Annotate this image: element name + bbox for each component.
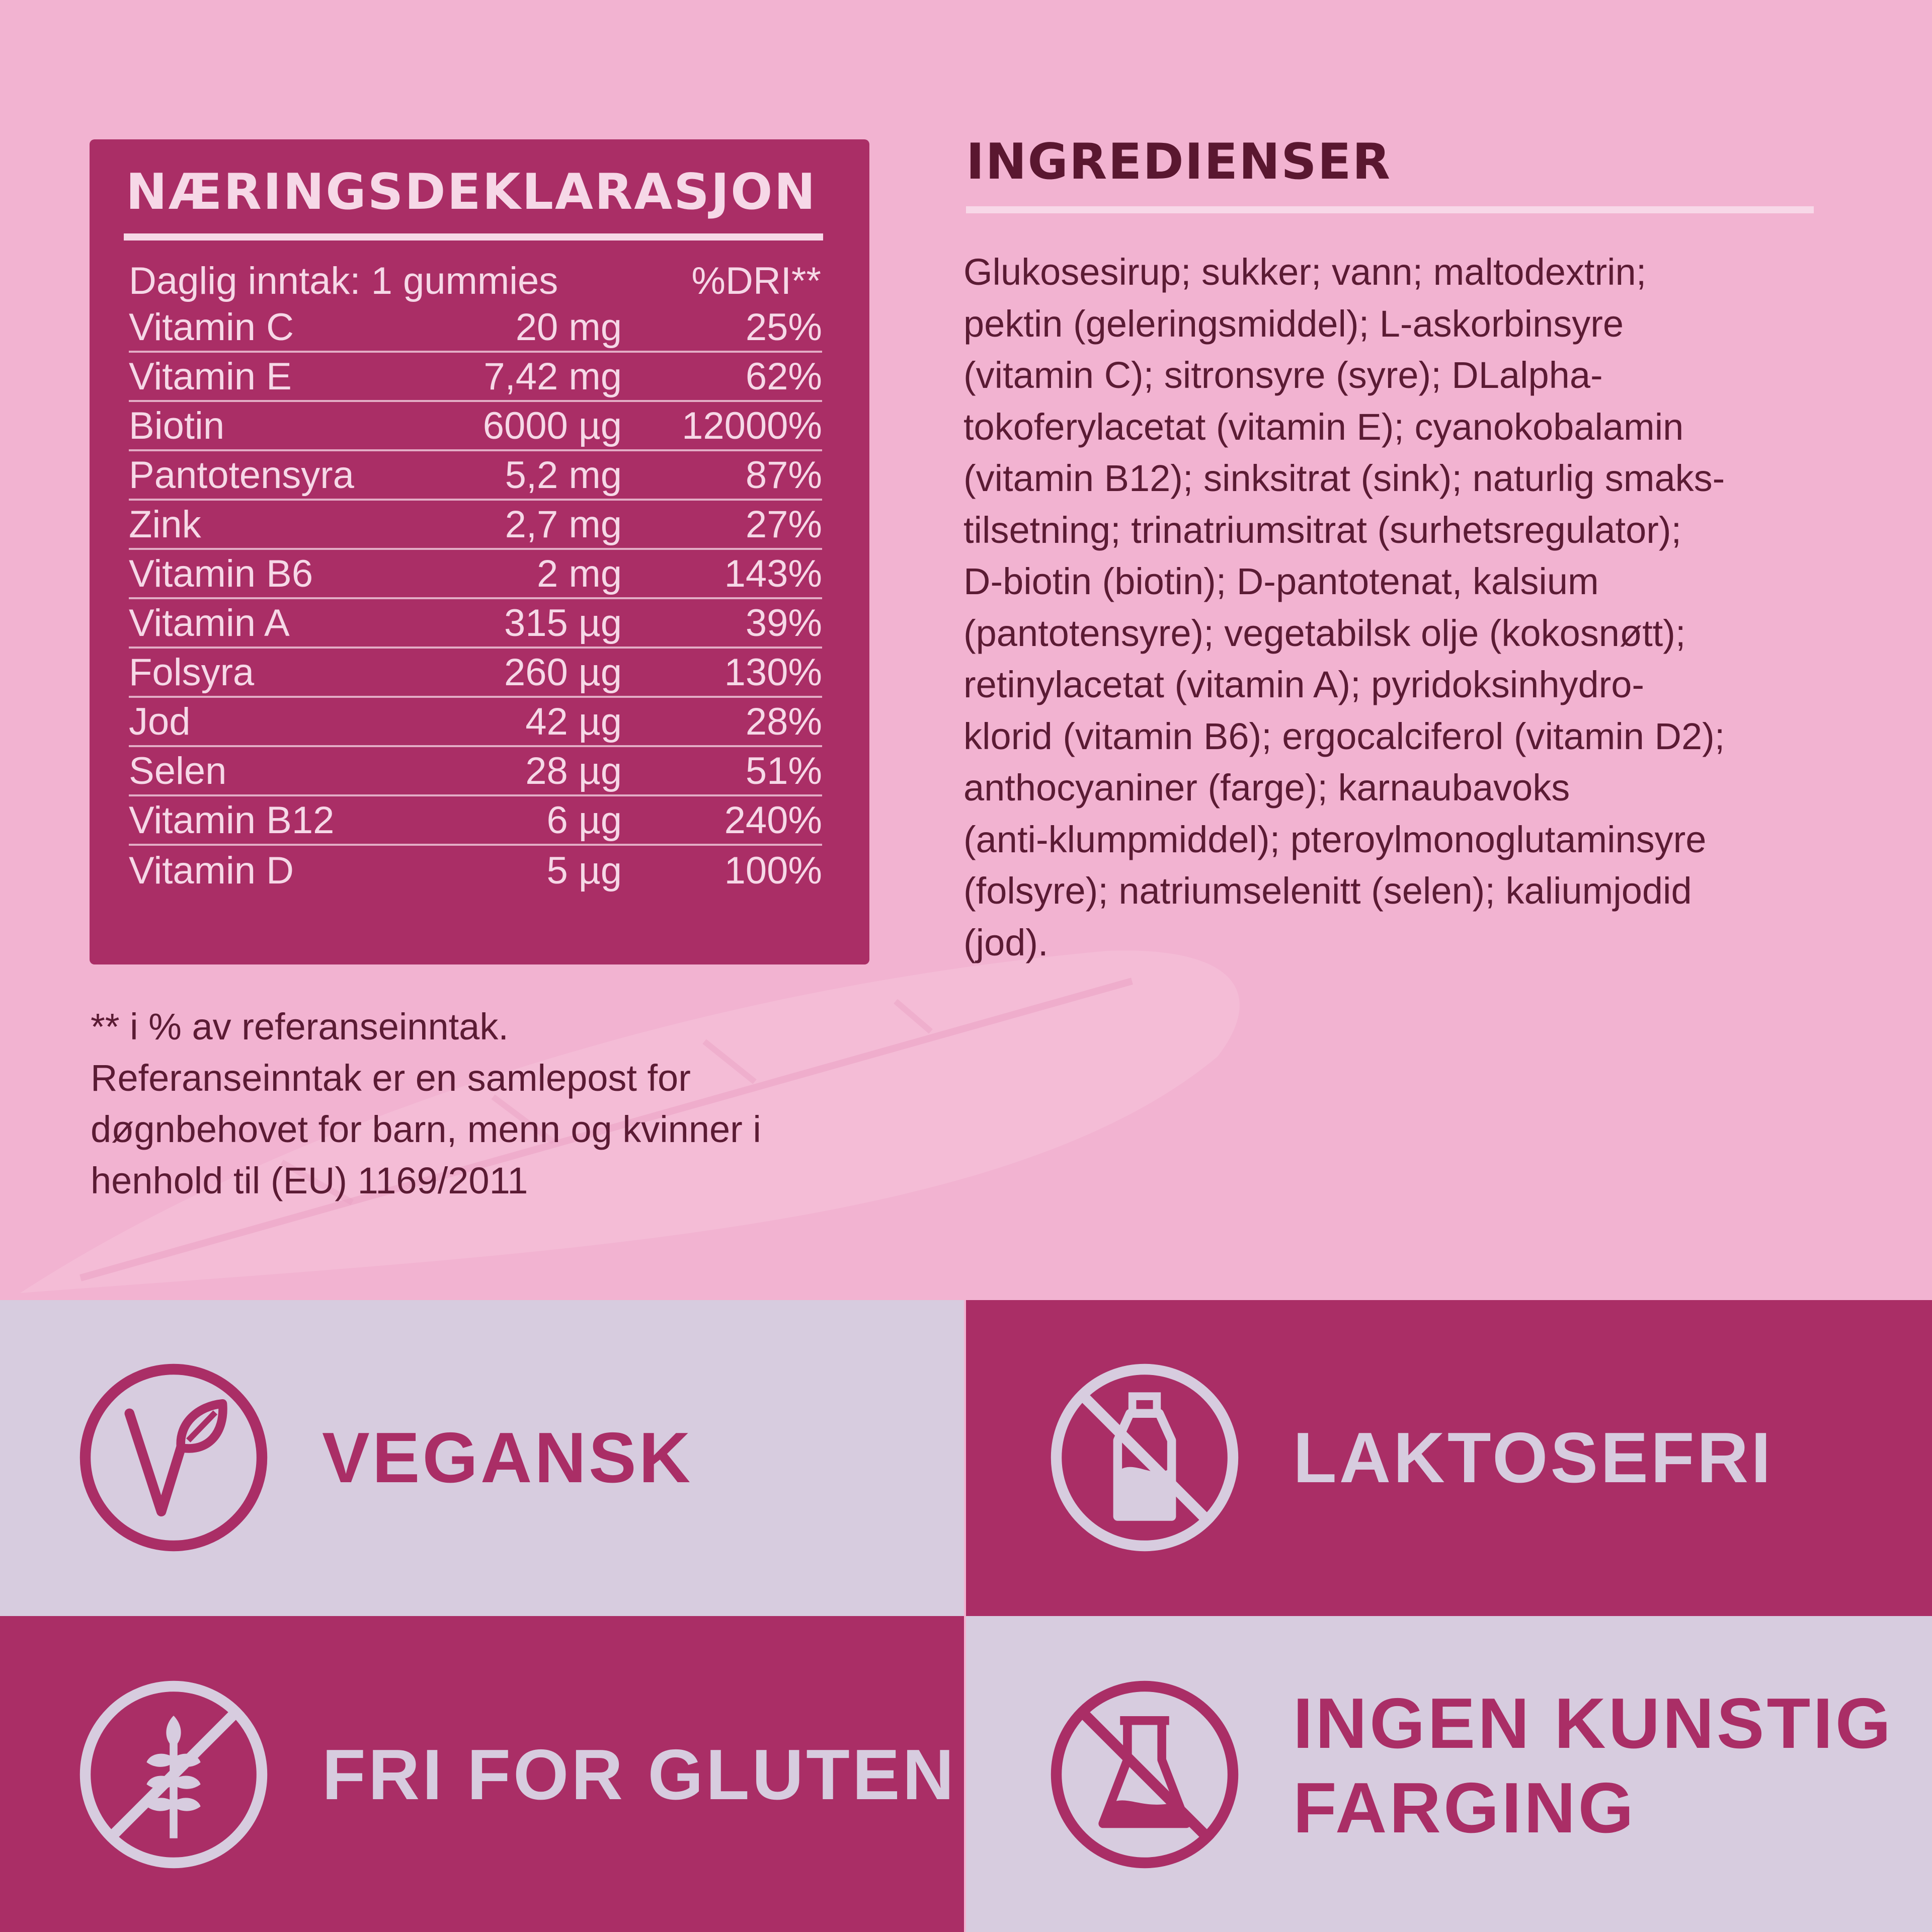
nutrient-amount: 20 mg — [515, 305, 622, 349]
vegan-label: VEGANSK — [322, 1418, 693, 1498]
nutrient-name: Vitamin E — [129, 355, 292, 398]
no-wheat-icon — [75, 1676, 272, 1873]
no-coloring-label-line2: FARGING — [1293, 1768, 1636, 1848]
badge-vegan — [0, 1300, 964, 1616]
ingredients-text — [963, 247, 1725, 969]
nutrient-row — [129, 649, 822, 698]
nutrient-name: Jod — [129, 700, 191, 743]
nutrition-header-row — [129, 258, 821, 303]
nutrient-name: Vitamin B6 — [129, 552, 313, 595]
footnote-line: henhold til (EU) 1169/2011 — [91, 1160, 528, 1201]
ingredients-line: tokoferylacetat (vitamin E); cyanokobalamin — [963, 406, 1684, 448]
vegan-leaf-icon — [75, 1359, 272, 1556]
nutrient-row — [129, 599, 822, 649]
nutrient-amount: 2,7 mg — [505, 503, 622, 546]
nutrient-row — [129, 451, 822, 501]
ingredients-line: pektin (geleringsmiddel); L-askorbinsyre — [963, 302, 1624, 345]
footnote-line: døgnbehovet for barn, menn og kvinner i — [91, 1108, 761, 1150]
ingredients-line: (pantotensyre); vegetabilsk olje (kokosnøtt); — [963, 612, 1686, 654]
footnote-line: ** i % av referanseinntak. — [91, 1006, 509, 1048]
lactose-free-label: LAKTOSEFRI — [1293, 1418, 1774, 1498]
ingredients-line: klorid (vitamin B6); ergocalciferol (vitamin D2); — [963, 715, 1725, 757]
nutrient-amount: 6000 µg — [482, 404, 622, 447]
badge-gluten-free — [0, 1616, 964, 1932]
nutrient-name: Vitamin C — [129, 305, 294, 349]
nutrient-row — [129, 402, 822, 451]
nutrient-dri: 62% — [745, 355, 822, 398]
ingredients-line: (vitamin C); sitronsyre (syre); DLalpha- — [963, 354, 1603, 396]
nutrient-dri: 100% — [724, 849, 822, 892]
nutrient-row — [129, 698, 822, 747]
nutrition-title: NÆRINGSDEKLARASJON — [126, 164, 817, 221]
nutrient-name: Biotin — [129, 404, 225, 447]
nutrient-name: Vitamin D — [129, 849, 294, 892]
nutrient-row — [129, 796, 822, 846]
nutrient-amount: 42 µg — [525, 700, 622, 743]
no-coloring-label-line1: INGEN KUNSTIG — [1293, 1683, 1894, 1763]
nutrient-amount: 315 µg — [504, 601, 622, 645]
nutrient-name: Zink — [129, 503, 201, 546]
nutrient-name: Selen — [129, 749, 227, 792]
nutrition-declaration-panel — [90, 139, 869, 964]
ingredients-line: D-biotin (biotin); D-pantotenat, kalsium — [963, 560, 1599, 602]
nutrient-row — [129, 353, 822, 402]
no-flask-icon — [1046, 1676, 1243, 1873]
footnote-line: Referanseinntak er en samlepost for — [91, 1057, 691, 1099]
no-milk-bottle-icon — [1046, 1359, 1243, 1556]
nutrient-amount: 260 µg — [504, 651, 622, 694]
badge-no-artificial-coloring — [966, 1616, 1932, 1932]
nutrient-row — [129, 550, 822, 599]
ingredients-line: tilsetning; trinatriumsitrat (surhetsregulator); — [963, 509, 1682, 551]
nutrient-dri: 39% — [745, 601, 822, 645]
ingredients-line: (jod). — [963, 921, 1049, 963]
gluten-free-label: FRI FOR GLUTEN — [322, 1735, 957, 1815]
nutrient-name: Vitamin A — [129, 601, 290, 645]
nutrient-amount: 5 µg — [546, 849, 622, 892]
nutrient-dri: 12000% — [682, 404, 822, 447]
nutrient-row — [129, 303, 822, 353]
nutrient-dri: 27% — [745, 503, 822, 546]
dri-column-header: %DRI** — [691, 259, 821, 302]
nutrient-amount: 2 mg — [537, 552, 622, 595]
nutrient-row — [129, 501, 822, 550]
nutrition-rows — [129, 303, 822, 895]
ingredients-line: (vitamin B12); sinksitrat (sink); naturlig smaks- — [963, 457, 1725, 499]
nutrient-amount: 7,42 mg — [484, 355, 622, 398]
ingredients-title: INGREDIENSER — [966, 133, 1392, 191]
nutrient-amount: 6 µg — [546, 798, 622, 842]
ingredients-line: Glukosesirup; sukker; vann; maltodextrin; — [963, 251, 1647, 293]
ingredients-line: anthocyaniner (farge); karnaubavoks — [963, 767, 1570, 809]
badge-lactose-free — [966, 1300, 1932, 1616]
dri-footnote — [91, 1001, 896, 1206]
nutrient-row — [129, 846, 822, 895]
no-coloring-label — [1293, 1681, 1893, 1850]
nutrient-name: Vitamin B12 — [129, 798, 335, 842]
title-divider — [124, 233, 823, 240]
ingredients-line: retinylacetat (vitamin A); pyridoksinhydro- — [963, 664, 1645, 705]
nutrient-dri: 240% — [724, 798, 822, 842]
nutrient-amount: 28 µg — [525, 749, 622, 792]
nutrient-name: Folsyra — [129, 651, 255, 694]
nutrient-dri: 143% — [724, 552, 822, 595]
nutrient-dri: 87% — [745, 453, 822, 497]
nutrient-row — [129, 747, 822, 796]
nutrient-name: Pantotensyra — [129, 453, 354, 497]
daily-intake-label: Daglig inntak: 1 gummies — [129, 259, 558, 302]
ingredients-line: (folsyre); natriumselenitt (selen); kaliumjodid — [963, 870, 1692, 912]
nutrient-dri: 25% — [745, 305, 822, 349]
nutrient-dri: 51% — [745, 749, 822, 792]
nutrient-amount: 5,2 mg — [505, 453, 622, 497]
ingredients-divider — [966, 206, 1814, 213]
nutrient-dri: 130% — [724, 651, 822, 694]
nutrient-dri: 28% — [745, 700, 822, 743]
ingredients-line: (anti-klumpmiddel); pteroylmonoglutaminsyre — [963, 818, 1707, 860]
